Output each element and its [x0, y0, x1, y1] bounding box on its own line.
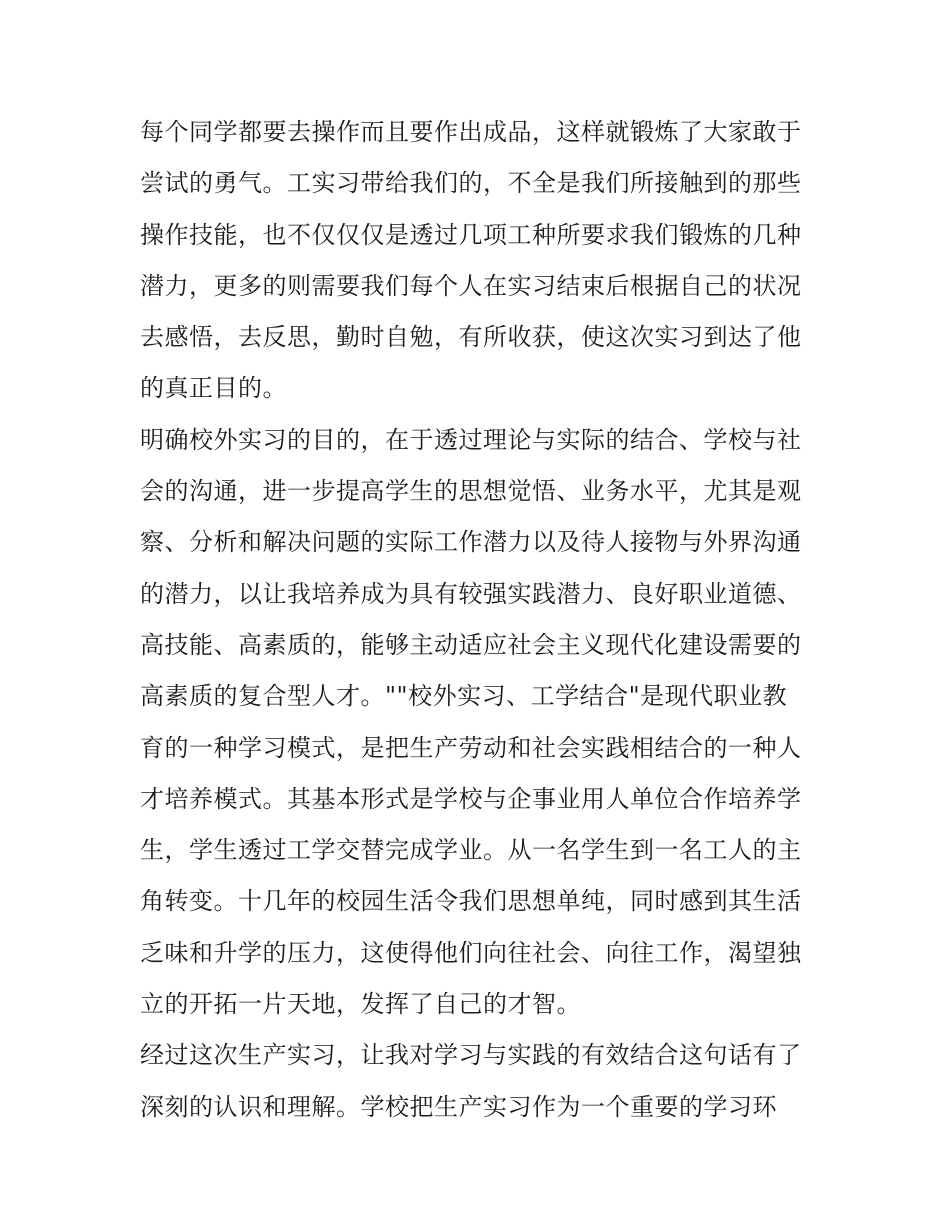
text-line: 去感悟，去反思，勤时自勉，有所收获，使这次实习到达了他 [140, 323, 802, 352]
text-line: 的真正目的。 [140, 374, 287, 403]
text-line: 会的沟通，进一步提高学生的思想觉悟、业务水平，尤其是观 [140, 477, 802, 506]
text-line: 深刻的认识和理解。学校把生产实习作为一个重要的学习环 [140, 1092, 777, 1121]
text-line: 每个同学都要去操作而且要作出成品，这样就锻炼了大家敢于 [140, 118, 802, 146]
text-line: 角转变。十几年的校园生活令我们思想单纯，同时感到其生活 [140, 887, 802, 916]
text-line: 经过这次生产实习，让我对学习与实践的有效结合这句话有了 [140, 1041, 802, 1070]
text-line: 的潜力，以让我培养成为具有较强实践潜力、良好职业道德、 [140, 579, 802, 608]
text-line: 立的开拓一片天地，发挥了自己的才智。 [140, 990, 581, 1019]
text-line: 高技能、高素质的，能够主动适应社会主义现代化建设需要的 [140, 630, 802, 659]
body-text [140, 107, 820, 1133]
text-line: 察、分析和解决问题的实际工作潜力以及待人接物与外界沟通 [140, 528, 802, 557]
text-line: 乏味和升学的压力，这使得他们向往社会、向往工作，渴望独 [140, 938, 802, 967]
text-line: 高素质的复合型人才。""校外实习、工学结合"是现代职业教 [140, 682, 788, 711]
text-line: 操作技能，也不仅仅仅是透过几项工种所要求我们锻炼的几种 [140, 220, 802, 249]
text-line: 才培养模式。其基本形式是学校与企事业用人单位合作培养学 [140, 784, 802, 813]
text-line: 尝试的勇气。工实习带给我们的，不全是我们所接触到的那些 [140, 169, 802, 198]
text-line: 生，学生透过工学交替完成学业。从一名学生到一名工人的主 [140, 836, 802, 865]
text-line: 明确校外实习的目的，在于透过理论与实际的结合、学校与社 [140, 425, 802, 454]
text-line: 潜力，更多的则需要我们每个人在实习结束后根据自己的状况 [140, 271, 802, 300]
text-line: 育的一种学习模式，是把生产劳动和社会实践相结合的一种人 [140, 733, 802, 762]
